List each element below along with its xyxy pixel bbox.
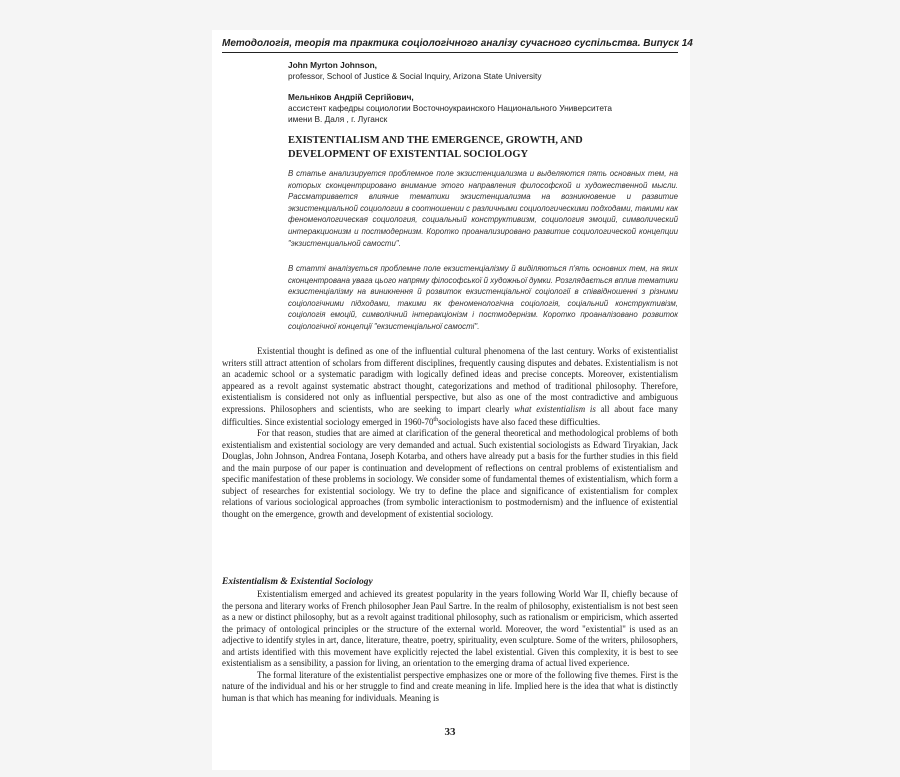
introduction-text [222,346,678,520]
abstract-russian: В статье анализируется проблемное поле экзистенциализма и выделяются пять основных тем, на которых сконцентрировано внимание этого направления философской и художественной мысли. Рассматривается влияние тематики экзистенциализма на возникновение и развитие экзистенциальной социологии в соотношении с различными социологическими подходами, такими как феноменологическая социология, социальный конструктивизм, социология эмоций, символический интеракционизм и постмодернизм. Коротко проанализировано развитие социологической концепции "экзистенциальной самости". [288,169,678,248]
title-line: DEVELOPMENT OF EXISTENTIAL SOCIOLOGY [288,148,529,160]
author-name: John Myrton Johnson, [288,60,377,70]
author-block-1 [288,60,541,82]
paragraph: Existential thought is defined as one of the influential cultural phenomena of the last century. Works of existentialist writers still attract attention of scholars from different disciplines, frequently causing disputes and debates. Existentialism is not an academic school or a systematic paradigm with logically defined ideas and precise concepts. Moreover, existentialism appeared as a revolt against systematic abstract thought, categorizations and method of traditional philosophy. Therefore, existentialism is considered not only as influential perspective, but also as one of the most contradictive and ambiguous expressions. Philosophers and scientists, who are seeking to impart clearly what existentialism is all about face many difficulties. Since existential sociology emerged in 1960-70thsociologists have also faced these difficulties. [222,346,678,427]
author-block-2 [288,92,612,125]
paragraph: The formal literature of the existentialist perspective emphasizes one or more of the following five themes. First is the nature of the individual and his or her struggle to find and create meaning in life. Implied here is the idea that what is distinctly human is that which has meaning for individuals. Meaning is [222,669,678,703]
author-affiliation: имени В. Даля , г. Луганск [288,114,388,124]
page-number: 33 [444,726,456,738]
running-header: Методологія, теорія та практика соціологічного аналізу сучасного суспільства. Випуск 14 [222,38,678,53]
paragraph: For that reason, studies that are aimed at clarification of the general theoretical and methodological problems of both existentialism and existential sociology are very demanded and actual. Such existential sociologists as Edward Tiryakian, Jack Douglas, John Johnson, Andrea Fontana, Joseph Kotarba, and others have already put a basis for the further studies in this field and the main purpose of our paper is continuation and development of reflections on central problems of existentialism and specific manifestation of these problems in sociology. We consider some of fundamental themes of existentialism, which form a subject of researches for existential sociology. We try to define the place and significance of existentialism for complex relations of various sociological approaches (from symbolic interactionism to postmodernism) and the influence of existential thought on the emergence, growth and development of existential sociology. [222,428,678,519]
title-line: EXISTENTIALISM AND THE EMERGENCE, GROWTH, AND [288,135,583,146]
section-text [222,589,678,704]
abstract-ukrainian: В статті аналізується проблемне поле екзистенціалізму й виділяються п'ять основних тем, на яких сконцентрована увага цього напряму філософської й художньої думки. Розглядається вплив тематики екзистенціалізму на виникнення й розвиток екзистенціальної соціології в співвідношенні з різними соціологічними підходами, такими як феноменологічна соціологія, соціальний конструктивізм, соціологія емоцій, символічний інтеракціонізм і постмодернізм. Коротко проаналізовано розвиток соціологічної концепції "екзистенціальної самості". [288,264,678,331]
emphasis: what existentialism is [514,403,596,414]
paragraph: Existentialism emerged and achieved its greatest popularity in the years following World War II, chiefly because of the persona and literary works of French philosopher Jean Paul Sartre. In the realm of philosophy, existentialism is not best seen as a new or distinct philosophy, but as a revolt against traditional philosophy, such as rationalism or empiricism, which asserted the primacy of ontological principles or the structure of the external world. Moreover, the word "existential" is used as an adjective to identify styles in art, dance, literature, theatre, poetry, spirituality, even sculpture. Some of the writers, philosophers, and artists identified with this movement have explicitly rejected the label existential. Given this complexity, it is best to see existentialism as a sensibility, a passion for living, an orientation to the emerging drama of actual lived experience. [222,589,678,668]
author-affiliation: professor, School of Justice & Social Inquiry, Arizona State University [288,71,542,81]
paper-title [288,134,678,161]
author-affiliation: ассистент кафедры социологии Восточноукраинского Национального Университета [288,103,613,113]
author-name: Мельніков Андрій Сергійович, [288,92,414,102]
section-heading: Existentialism & Existential Sociology [222,577,373,587]
